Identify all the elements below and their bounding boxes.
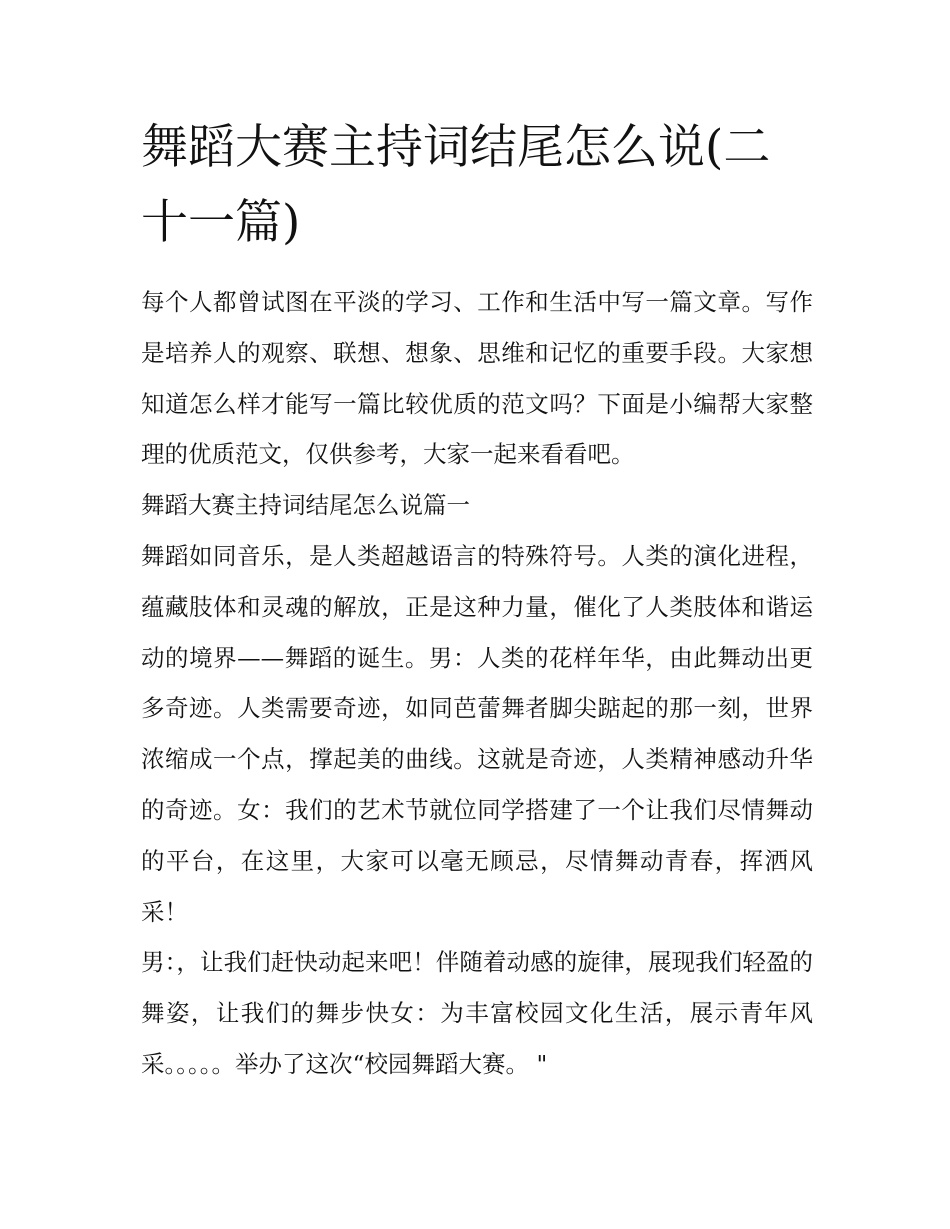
document-title: 舞蹈大赛主持词结尾怎么说(二十一篇)	[141, 120, 771, 250]
intro-paragraph: 每个人都曾试图在平淡的学习、工作和生活中写一篇文章。写作是培养人的观察、联想、想象、思维和记忆的重要手段。大家想知道怎么样才能写一篇比较优质的范文吗？下面是小编帮大家整理的优质范文，仅供参考，大家一起来看看吧。	[141, 288, 813, 469]
document-body	[141, 110, 813, 1090]
body-paragraph-2: 男：，让我们赶快动起来吧！伴随着动感的旋律，展现我们轻盈的舞姿，让我们的舞步快女：为丰富校园文化生活，展示青年风采。。。。。举办了这次“校园舞蹈大赛。 "	[141, 948, 813, 1078]
body-paragraph-1: 舞蹈如同音乐，是人类超越语言的特殊符号。人类的演化进程，蕴藏肢体和灵魂的解放，正是这种力量，催化了人类肢体和谐运动的境界——舞蹈的诞生。男：人类的花样年华，由此舞动出更多奇迹。人类需要奇迹，如同芭蕾舞者脚尖踮起的那一刻，世界浓缩成一个点，撑起美的曲线。这就是奇迹，人类精神感动升华的奇迹。女：我们的艺术节就位同学搭建了一个让我们尽情舞动的平台，在这里，大家可以毫无顾忌，尽情舞动青春，挥洒风采！	[141, 541, 813, 926]
section-heading: 舞蹈大赛主持词结尾怎么说篇一	[141, 491, 470, 520]
